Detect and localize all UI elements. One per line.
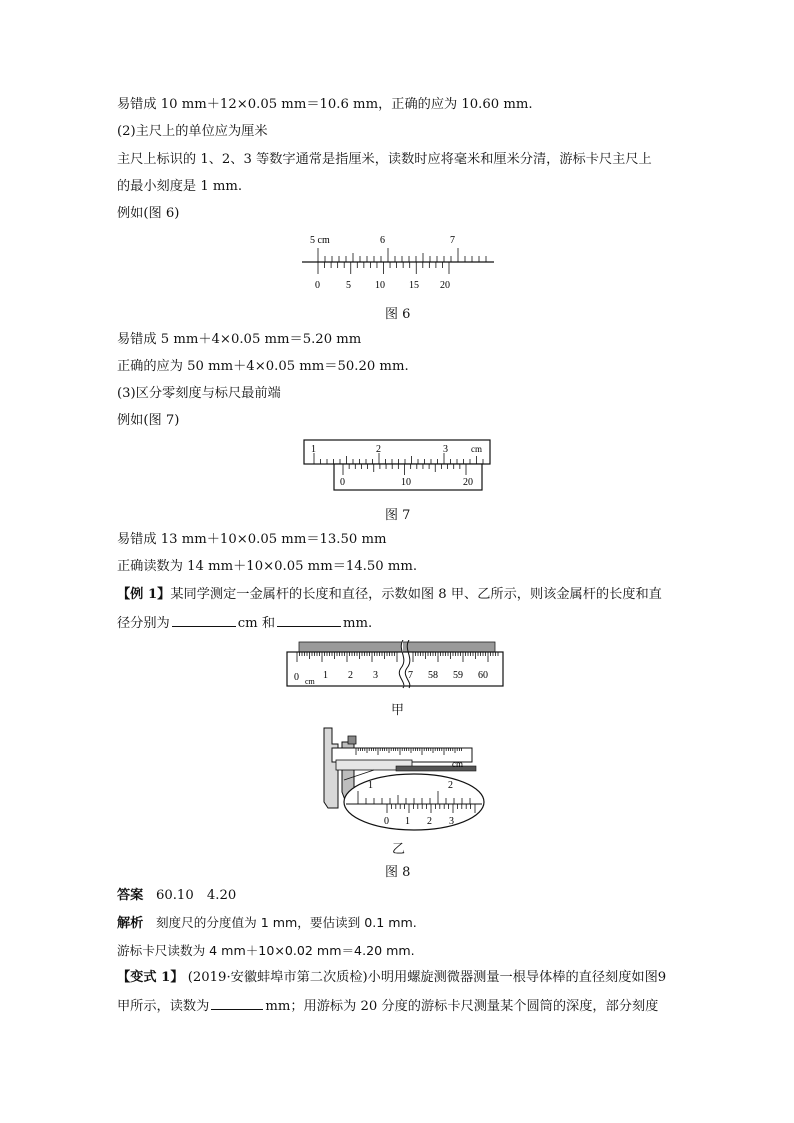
example-text: 某同学测定一金属杆的长度和直径，示数如图 8 甲、乙所示，则该金属杆的长度和直 xyxy=(170,587,662,602)
variant-line-1 xyxy=(117,969,666,987)
fig6-main-label: 5 cm xyxy=(310,235,330,246)
example-text: cm 和 xyxy=(237,616,276,631)
fig6-vernier-label: 5 xyxy=(346,280,351,291)
fig8b-zoom-vernier-label: 1 xyxy=(405,816,410,827)
fig8-sub-a: 甲 xyxy=(391,703,405,718)
fig6-vernier-label: 20 xyxy=(440,280,450,291)
fig8b-depth-rod xyxy=(396,766,476,771)
fig8b-zoom-vernier-label: 2 xyxy=(427,816,432,827)
fig8a-label: 2 xyxy=(348,670,353,681)
text-line-8: (3)区分零刻度与标尺最前端 xyxy=(117,386,281,401)
fig8-caption: 图 8 xyxy=(385,865,411,880)
fig7-main-unit: cm xyxy=(471,444,482,454)
fig7-caption: 图 7 xyxy=(385,508,411,523)
fig8a-label: 58 xyxy=(428,670,438,681)
fig8a-label: cm xyxy=(305,677,315,686)
text-line-10: 易错成 13 mm＋10×0.05 mm＝13.50 mm xyxy=(117,532,387,547)
fig7-main-body xyxy=(304,440,490,464)
example-line-2 xyxy=(117,613,372,633)
fig8b-unit: cm xyxy=(452,759,463,769)
analysis-line-1 xyxy=(117,914,417,933)
fig8a-label: 1 xyxy=(323,670,328,681)
fig7-main-label: 2 xyxy=(376,444,381,455)
fig7-main-label: 3 xyxy=(443,444,448,455)
text-line-5: 例如(图 6) xyxy=(117,206,180,221)
text-line-9: 例如(图 7) xyxy=(117,413,180,428)
analysis-text: 刻度尺的分度值为 1 mm，要估读到 0.1 mm. xyxy=(155,915,417,930)
answer-value: 60.10 4.20 xyxy=(155,888,237,903)
text-line-2: (2)主尺上的单位应为厘米 xyxy=(117,124,268,139)
figure-7 xyxy=(302,438,494,494)
text-line-6: 易错成 5 mm＋4×0.05 mm＝5.20 mm xyxy=(117,332,362,347)
analysis-line-2 xyxy=(117,942,415,961)
figure-8-a xyxy=(285,640,507,690)
fig6-caption: 图 6 xyxy=(385,307,411,322)
answer-label: 答案 xyxy=(117,888,144,903)
fig6-vernier-scale xyxy=(318,262,449,274)
fig8a-ruler xyxy=(287,652,503,686)
fig8b-zoom-vernier-label: 3 xyxy=(449,816,454,827)
answer-blank[interactable] xyxy=(172,613,236,627)
example-text: mm. xyxy=(343,616,373,631)
fig7-vernier-label: 10 xyxy=(401,477,411,488)
fig8a-label: 59 xyxy=(453,670,463,681)
fig8a-label: 60 xyxy=(478,670,488,681)
fig8-sub-b: 乙 xyxy=(392,842,406,857)
answer-blank[interactable] xyxy=(277,613,341,627)
text-line-11: 正确读数为 14 mm＋10×0.05 mm＝14.50 mm. xyxy=(117,559,418,574)
example-line-1 xyxy=(117,586,662,604)
fig6-vernier-label: 0 xyxy=(315,280,320,291)
fig8a-label: 7 xyxy=(408,670,413,681)
fig8a-label: 3 xyxy=(373,670,378,681)
example-tag: 【例 1】 xyxy=(117,587,171,602)
fig8b-zoom-main-label: 1 xyxy=(368,780,373,791)
fig7-main-label: 1 xyxy=(311,444,316,455)
variant-text: 甲所示，读数为 xyxy=(117,999,210,1014)
figure-6 xyxy=(300,230,500,298)
fig6-main-label: 6 xyxy=(380,235,385,246)
fig8b-clamp-screw xyxy=(348,736,356,744)
variant-text: (2019·安徽蚌埠市第二次质检)小明用螺旋测微器测量一根导体棒的直径刻度如图9 xyxy=(187,970,667,985)
example-text: 径分别为 xyxy=(117,616,170,631)
variant-tag: 【变式 1】 xyxy=(117,970,184,985)
fig8b-zoom-vernier-label: 0 xyxy=(384,816,389,827)
fig6-vernier-label: 15 xyxy=(409,280,419,291)
text-line-1: 易错成 10 mm＋12×0.05 mm＝10.6 mm，正确的应为 10.60 mm. xyxy=(117,97,533,112)
fig8b-zoom-main-label: 2 xyxy=(448,780,453,791)
answer-blank[interactable] xyxy=(211,996,263,1010)
variant-line-2 xyxy=(117,996,658,1016)
text-line-7: 正确的应为 50 mm＋4×0.05 mm＝50.20 mm. xyxy=(117,359,409,374)
answer-line xyxy=(117,887,236,905)
fig8a-label: 0 xyxy=(294,672,299,683)
fig7-vernier-label: 0 xyxy=(340,477,345,488)
analysis-label: 解析 xyxy=(117,916,144,931)
analysis-text: 游标卡尺读数为 4 mm＋10×0.02 mm＝4.20 mm. xyxy=(117,943,415,958)
text-line-3: 主尺上标识的 1、2、3 等数字通常是指厘米，读数时应将毫米和厘米分清，游标卡尺主尺上 xyxy=(117,152,652,167)
fig6-main-label: 7 xyxy=(450,235,455,246)
variant-text: mm；用游标为 20 分度的游标卡尺测量某个圆筒的深度，部分刻度 xyxy=(265,999,659,1014)
figure-8-b xyxy=(296,722,488,834)
text-line-4: 的最小刻度是 1 mm. xyxy=(117,179,243,194)
fig7-vernier-label: 20 xyxy=(463,477,473,488)
fig6-vernier-label: 10 xyxy=(375,280,385,291)
fig6-main-scale xyxy=(318,248,486,262)
